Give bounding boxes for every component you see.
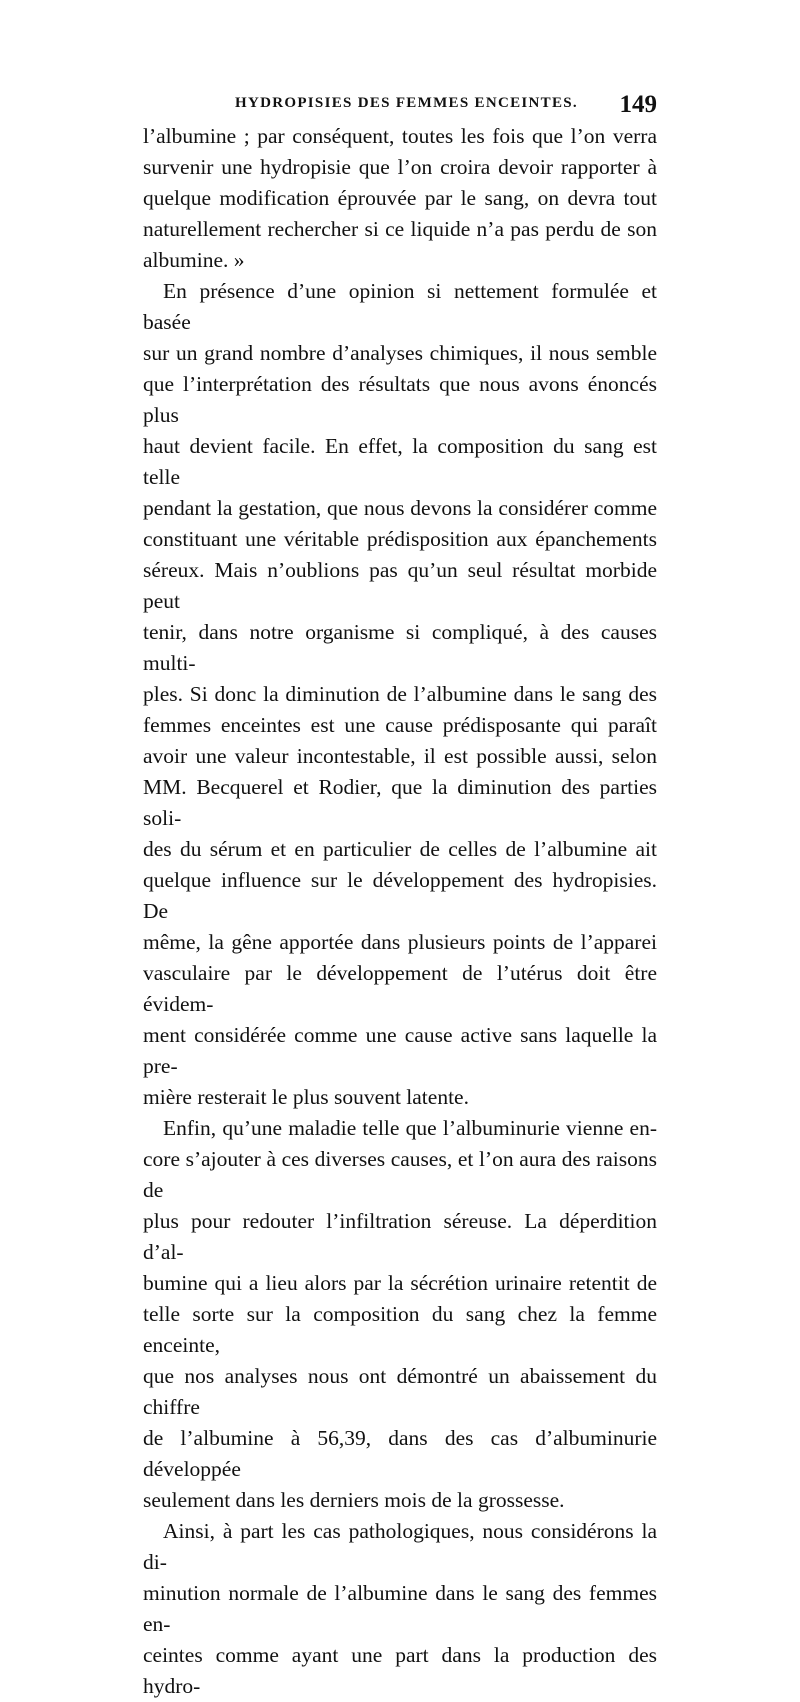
text-line: Enfin, qu’une maladie telle que l’albuminurie vienne en- <box>163 1116 657 1140</box>
text-line: tenir, dans notre organisme si compliqué, à des causes multi- <box>143 620 657 675</box>
text-line: pendant la gestation, que nous devons la considérer comme <box>143 496 657 520</box>
text-line: plus pour redouter l’infiltration séreuse. La déperdition d’al- <box>143 1209 657 1264</box>
text-line: core s’ajouter à ces diverses causes, et l’on aura des raisons de <box>143 1147 657 1202</box>
text-line: quelque modification éprouvée par le sang, on devra tout <box>143 186 657 210</box>
text-line: Ainsi, à part les cas pathologiques, nous considérons la di- <box>143 1519 657 1574</box>
text-line: mière resterait le plus souvent latente. <box>143 1085 469 1109</box>
text-line: de l’albumine à 56,39, dans des cas d’albuminurie développée <box>143 1426 657 1481</box>
text-line: telle sorte sur la composition du sang chez la femme enceinte, <box>143 1302 657 1357</box>
text-line: seulement dans les derniers mois de la grossesse. <box>143 1488 565 1512</box>
text-line: même, la gêne apportée dans plusieurs points de l’apparei <box>143 930 657 954</box>
text-line: séreux. Mais n’oublions pas qu’un seul résultat morbide peut <box>143 558 657 613</box>
text-line: haut devient facile. En effet, la composition du sang est telle <box>143 434 657 489</box>
text-line: En présence d’une opinion si nettement formulée et basée <box>143 279 657 334</box>
text-line: ceintes comme ayant une part dans la production des hydro- <box>143 1643 657 1698</box>
body-text <box>143 121 657 1702</box>
text-line: femmes enceintes est une cause prédisposante qui paraît <box>143 713 657 737</box>
text-line: naturellement rechercher si ce liquide n’a pas perdu de son <box>143 217 657 241</box>
text-line: l’albumine ; par conséquent, toutes les fois que l’on verra <box>143 124 657 148</box>
text-line: avoir une valeur incontestable, il est possible aussi, selon <box>143 744 657 768</box>
text-line: minution normale de l’albumine dans le sang des femmes en- <box>143 1581 657 1636</box>
text-line: ment considérée comme une cause active sans laquelle la pre- <box>143 1023 657 1078</box>
running-head: HYDROPISIES DES FEMMES ENCEINTES. <box>235 95 578 111</box>
text-line: MM. Becquerel et Rodier, que la diminution des parties soli- <box>143 775 657 830</box>
text-line: quelque influence sur le développement des hydropisies. De <box>143 868 657 923</box>
text-line: que nos analyses nous ont démontré un abaissement du chiffre <box>143 1364 657 1419</box>
text-line: des du sérum et en particulier de celles de l’albumine ait <box>143 837 657 861</box>
page-number: 149 <box>619 91 657 118</box>
text-line: albumine. » <box>143 248 245 272</box>
text-line: que l’interprétation des résultats que nous avons énoncés plus <box>143 372 657 427</box>
text-line: survenir une hydropisie que l’on croira devoir rapporter à <box>143 155 657 179</box>
text-line: sur un grand nombre d’analyses chimiques, il nous semble <box>143 341 657 365</box>
text-line: vasculaire par le développement de l’utérus doit être évidem- <box>143 961 657 1016</box>
text-line: bumine qui a lieu alors par la sécrétion urinaire retentit de <box>143 1271 657 1295</box>
text-line: ples. Si donc la diminution de l’albumine dans le sang des <box>143 682 657 706</box>
text-line: constituant une véritable prédisposition aux épanchements <box>143 527 657 551</box>
page-header <box>143 91 657 123</box>
